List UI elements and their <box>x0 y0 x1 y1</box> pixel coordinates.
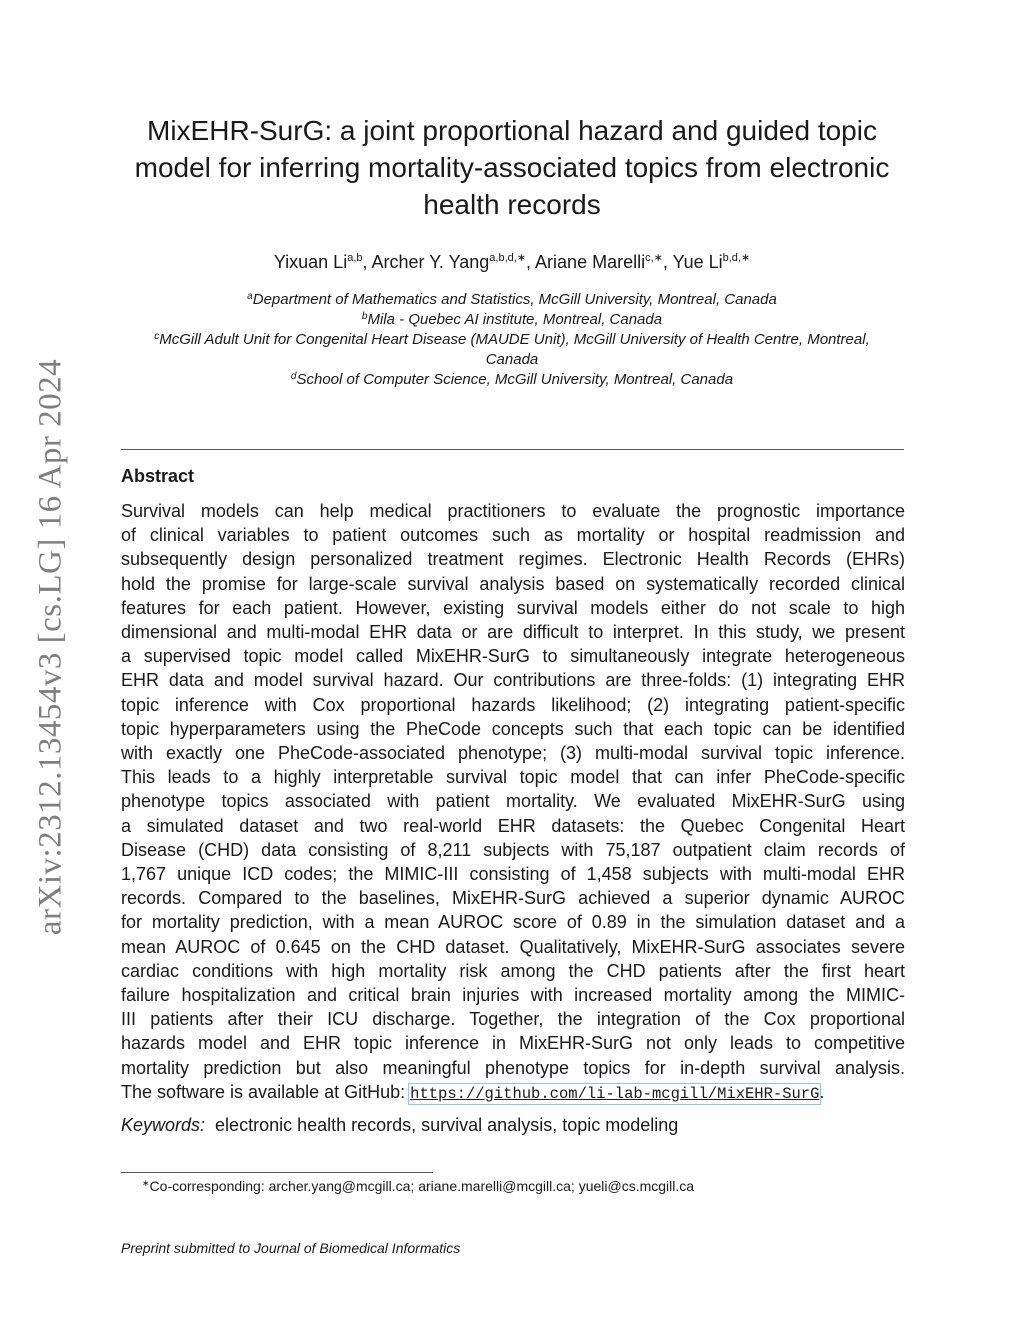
abstract-line: Survival models can help medical practitioners to evaluate the prognostic importance <box>121 501 905 521</box>
abstract-top-rule <box>121 449 904 450</box>
abstract-line: hold the promise for large-scale survival analysis based on systematically recorded clinical <box>121 573 905 594</box>
abstract-line: topic hyperparameters using the PheCode concepts such that each topic can be identified <box>121 718 905 739</box>
affiliation <box>110 330 914 350</box>
abstract-line: mean AUROC of 0.645 on the CHD dataset. Qualitatively, MixEHR-SurG associates severe <box>121 936 905 957</box>
footnote-mark: ∗ <box>142 1178 150 1188</box>
author-list <box>0 250 1024 274</box>
author-affiliation-marks: a,b <box>347 252 363 264</box>
affiliation-mark: a <box>247 291 253 302</box>
paper-title <box>110 112 914 223</box>
footnote-text: Co-corresponding: archer.yang@mcgill.ca; ariane.marelli@mcgill.ca; yueli@cs.mcgill.ca <box>149 1178 695 1194</box>
affiliation-text: School of Computer Science, McGill University, Montreal, Canada <box>296 371 734 388</box>
keywords-text: electronic health records, survival analysis, topic modeling <box>215 1115 679 1135</box>
abstract-line: 1,767 unique ICD codes; the MIMIC-III consisting of 1,458 subjects with multi-modal EHR <box>121 864 905 885</box>
abstract-line: hazards model and EHR topic inference in MixEHR-SurG not only leads to competitive <box>121 1033 905 1054</box>
footnote-rule <box>121 1172 433 1173</box>
abstract-heading: Abstract <box>121 466 195 486</box>
affiliation-mark: b <box>361 311 368 322</box>
sentence-end: . <box>819 1081 825 1102</box>
abstract-final-line <box>121 1080 905 1106</box>
affiliations <box>110 290 914 390</box>
affiliation-text: Mila - Quebec AI institute, Montreal, Canada <box>367 311 663 328</box>
author-affiliation-marks: b,d,∗ <box>722 252 751 264</box>
author-name: Archer Y. Yang <box>371 252 490 272</box>
abstract-line: failure hospitalization and critical brain injuries with increased mortality among the MIMIC- <box>121 985 905 1006</box>
abstract-line: a supervised topic model called MixEHR-SurG to simultaneously integrate heterogeneous <box>121 646 905 667</box>
abstract-line: Disease (CHD) data consisting of 8,211 subjects with 75,187 outpatient claim records of <box>121 839 905 860</box>
author-name: Ariane Marelli <box>535 252 646 272</box>
keywords-label: Keywords: <box>121 1115 206 1135</box>
author-separator: , <box>526 252 536 272</box>
author-name: Yue Li <box>672 252 723 272</box>
title-line: MixEHR-SurG: a joint proportional hazard and guided topic <box>147 115 877 146</box>
affiliation <box>110 310 914 330</box>
software-availability-text: The software is available at GitHub: <box>121 1081 411 1102</box>
abstract-line: for mortality prediction, with a mean AUROC score of 0.89 in the simulation dataset and a <box>121 912 905 933</box>
abstract-line: phenotype topics associated with patient mortality. We evaluated MixEHR-SurG using <box>121 791 905 812</box>
keywords <box>121 1115 678 1136</box>
abstract-line: dimensional and multi-modal EHR data or are difficult to interpret. In this study, we present <box>121 622 905 643</box>
abstract-line: III patients after their ICU discharge. Together, the integration of the Cox proportional <box>121 1009 905 1030</box>
abstract-line: features for each patient. However, existing survival models either do not scale to high <box>121 597 905 618</box>
preprint-note: Preprint submitted to Journal of Biomedical Informatics <box>121 1240 461 1256</box>
corresponding-footnote <box>142 1178 694 1194</box>
abstract-body <box>121 499 905 1106</box>
affiliation-text: Department of Mathematics and Statistics, McGill University, Montreal, Canada <box>252 291 777 308</box>
author-separator: , <box>362 252 372 272</box>
author-name: Yixuan Li <box>273 252 348 272</box>
abstract-line: subsequently design personalized treatment regimes. Electronic Health Records (EHRs) <box>121 549 905 570</box>
abstract-line: mortality prediction but also meaningful phenotype topics for in-depth survival analysis. <box>121 1057 905 1078</box>
title-line: model for inferring mortality-associated topics from electronic <box>134 152 890 183</box>
affiliation-text: McGill Adult Unit for Congenital Heart Disease (MAUDE Unit), McGill University of Health Centre, Montreal, <box>159 331 870 348</box>
abstract-line: cardiac conditions with high mortality risk among the CHD patients after the first heart <box>121 960 905 981</box>
author-affiliation-marks: c,∗ <box>645 252 663 264</box>
affiliation-mark: c <box>154 331 160 342</box>
affiliation <box>110 290 914 310</box>
affiliation <box>110 370 914 390</box>
arxiv-identifier-stamp: arXiv:2312.13454v3 [cs.LG] 16 Apr 2024 <box>32 358 69 936</box>
abstract-line: EHR data and model survival hazard. Our contributions are three-folds: (1) integrating EHR <box>121 670 905 691</box>
github-link[interactable]: https://github.com/li-lab-mcgill/MixEHR-SurG <box>410 1084 820 1103</box>
author-separator: , <box>662 252 673 272</box>
author-affiliation-marks: a,b,d,∗ <box>489 252 527 264</box>
abstract-line: This leads to a highly interpretable survival topic model that can infer PheCode-specific <box>121 767 905 788</box>
title-line: health records <box>423 189 601 220</box>
affiliation-mark: d <box>290 371 297 382</box>
abstract-line: with exactly one PheCode-associated phenotype; (3) multi-modal survival topic inference. <box>121 743 905 764</box>
abstract-line: of clinical variables to patient outcomes such as mortality or hospital readmission and <box>121 525 905 546</box>
affiliation-continuation: Canada <box>485 351 539 368</box>
abstract-line: a simulated dataset and two real-world EHR datasets: the Quebec Congenital Heart <box>121 815 905 836</box>
abstract-line: records. Compared to the baselines, MixEHR-SurG achieved a superior dynamic AUROC <box>121 888 905 909</box>
abstract-line: topic inference with Cox proportional hazards likelihood; (2) integrating patient-specific <box>121 694 905 715</box>
